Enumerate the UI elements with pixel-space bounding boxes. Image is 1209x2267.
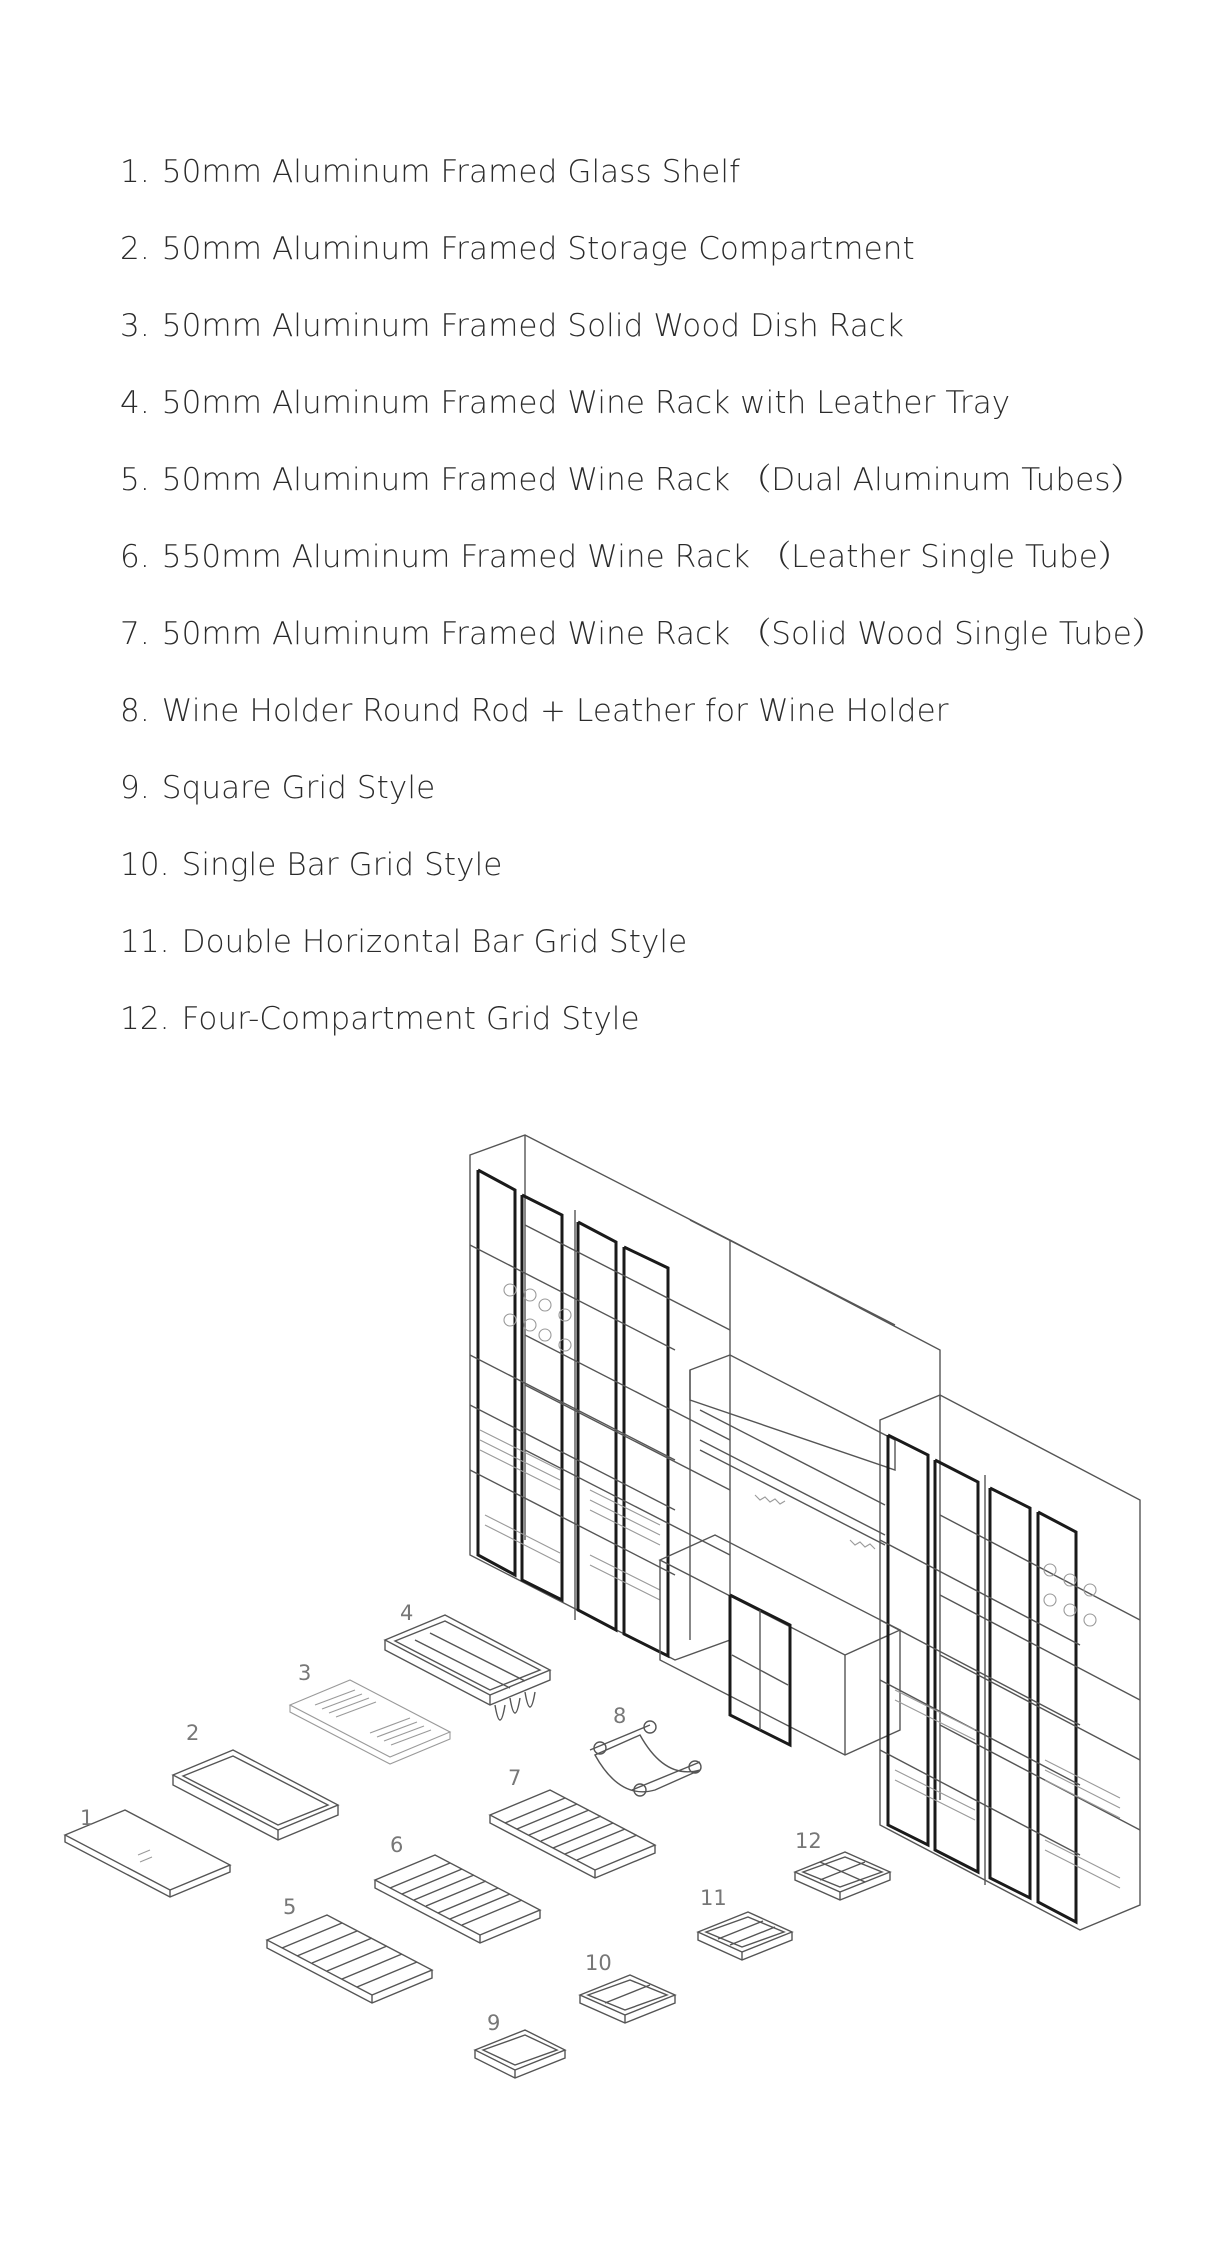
back-wall-panel bbox=[690, 1220, 940, 1640]
legend-label: 50mm Aluminum Framed Glass Shelf bbox=[161, 154, 741, 190]
legend-item-11 bbox=[120, 920, 1163, 997]
part-label-1: 1 bbox=[80, 1806, 94, 1830]
legend-number: 6. bbox=[120, 539, 150, 575]
legend-label: 50mm Aluminum Framed Solid Wood Dish Rack bbox=[161, 308, 905, 344]
legend-number: 2. bbox=[120, 231, 150, 267]
legend-number: 1. bbox=[120, 154, 150, 190]
legend-item-3 bbox=[120, 304, 1163, 381]
part-2-storage-compartment bbox=[173, 1721, 338, 1840]
legend-label: 50mm Aluminum Framed Storage Compartment bbox=[161, 231, 915, 267]
legend-label: 50mm Aluminum Framed Wine Rack with Leather Tray bbox=[161, 385, 1011, 421]
legend-number: 4. bbox=[120, 385, 150, 421]
legend-number: 3. bbox=[120, 308, 150, 344]
part-1-glass-shelf bbox=[65, 1806, 230, 1897]
left-tall-cabinet bbox=[470, 1135, 730, 1660]
legend-item-9 bbox=[120, 766, 1163, 843]
legend-label: Double Horizontal Bar Grid Style bbox=[181, 924, 688, 960]
exploded-isometric-diagram bbox=[0, 1110, 1209, 2110]
legend-number: 9. bbox=[120, 770, 150, 806]
part-10-single-bar-grid bbox=[580, 1951, 675, 2023]
part-3-dish-rack bbox=[290, 1661, 450, 1764]
legend-item-4 bbox=[120, 381, 1163, 458]
part-7-wine-rack-wood-tube bbox=[490, 1766, 655, 1878]
part-4-wine-rack-leather-tray bbox=[385, 1601, 550, 1720]
part-6-wine-rack-leather-tube bbox=[375, 1833, 540, 1943]
legend-item-10 bbox=[120, 843, 1163, 920]
part-label-8: 8 bbox=[613, 1704, 627, 1728]
legend-item-1 bbox=[120, 150, 1163, 227]
legend-list bbox=[120, 150, 1163, 1074]
part-label-2: 2 bbox=[186, 1721, 200, 1745]
part-9-square-grid bbox=[475, 2011, 565, 2078]
legend-label: Four-Compartment Grid Style bbox=[181, 1001, 640, 1037]
legend-label: Square Grid Style bbox=[161, 770, 436, 806]
legend-item-5 bbox=[120, 458, 1163, 535]
legend-number: 12. bbox=[120, 1001, 170, 1037]
legend-label: 550mm Aluminum Framed Wine Rack （Leather Single Tube） bbox=[161, 539, 1130, 575]
part-label-7: 7 bbox=[508, 1766, 522, 1790]
part-label-12: 12 bbox=[795, 1829, 822, 1853]
part-label-6: 6 bbox=[390, 1833, 404, 1857]
part-label-11: 11 bbox=[700, 1886, 727, 1910]
part-8-wine-holder-rod bbox=[590, 1704, 701, 1796]
legend-item-8 bbox=[120, 689, 1163, 766]
legend-item-7 bbox=[120, 612, 1163, 689]
island-counter bbox=[660, 1535, 900, 1755]
legend-number: 8. bbox=[120, 693, 150, 729]
part-label-10: 10 bbox=[585, 1951, 612, 1975]
legend-item-2 bbox=[120, 227, 1163, 304]
part-label-9: 9 bbox=[487, 2011, 501, 2035]
part-label-4: 4 bbox=[400, 1601, 414, 1625]
legend-item-12 bbox=[120, 997, 1163, 1074]
part-label-5: 5 bbox=[283, 1895, 297, 1919]
part-12-four-compartment-grid bbox=[795, 1829, 890, 1900]
part-11-double-bar-grid bbox=[698, 1886, 792, 1960]
part-5-wine-rack-dual-tubes bbox=[267, 1895, 432, 2003]
legend-number: 10. bbox=[120, 847, 170, 883]
legend-label: Wine Holder Round Rod + Leather for Wine Holder bbox=[161, 693, 949, 729]
part-label-3: 3 bbox=[298, 1661, 312, 1685]
legend-label: 50mm Aluminum Framed Wine Rack （Dual Aluminum Tubes） bbox=[161, 462, 1142, 498]
legend-number: 5. bbox=[120, 462, 150, 498]
legend-label: 50mm Aluminum Framed Wine Rack （Solid Wood Single Tube） bbox=[161, 616, 1163, 652]
legend-label: Single Bar Grid Style bbox=[181, 847, 503, 883]
legend-number: 11. bbox=[120, 924, 170, 960]
right-tall-cabinet bbox=[880, 1395, 1140, 1930]
legend-item-6 bbox=[120, 535, 1163, 612]
legend-number: 7. bbox=[120, 616, 150, 652]
